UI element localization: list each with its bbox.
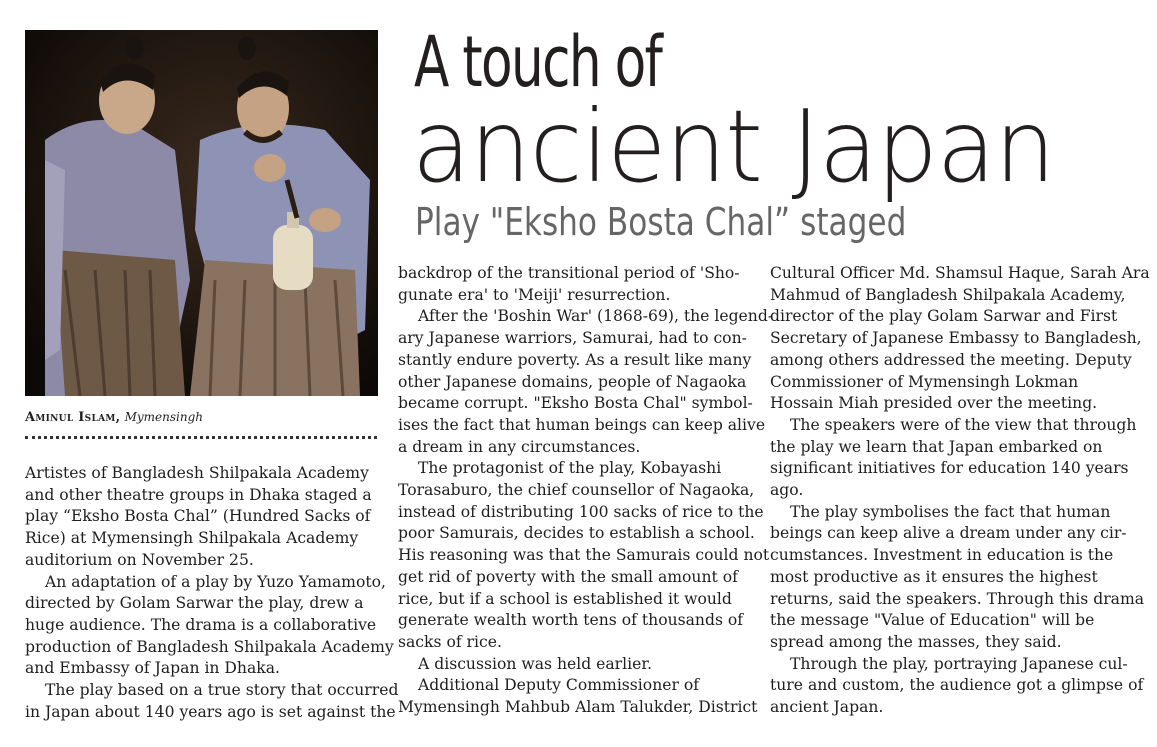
- text-line: play “Eksho Bosta Chal” (Hundred Sacks of: [25, 507, 371, 526]
- text-line: sacks of rice.: [398, 632, 502, 651]
- text-line: get rid of poverty with the small amount of: [398, 567, 738, 586]
- text-line: other Japanese domains, people of Nagaoka: [398, 372, 747, 391]
- text-line: huge audience. The drama is a collaborative: [25, 615, 377, 634]
- text-line: poor Samurais, decides to establish a school.: [398, 524, 755, 543]
- text-line: auditorium on November 25.: [25, 550, 254, 569]
- text-line: ises the fact that human beings can keep alive: [398, 415, 766, 434]
- text-line: and Embassy of Japan in Dhaka.: [25, 659, 280, 678]
- text-line: significant initiatives for education 140 years: [770, 459, 1129, 478]
- text-line: The protagonist of the play, Kobayashi: [418, 459, 722, 478]
- text-line: gunate era' to 'Meiji' resurrection.: [398, 285, 671, 304]
- article-photo: [25, 30, 378, 396]
- text-line: director of the play Golam Sarwar and First: [770, 307, 1118, 326]
- text-line: and other theatre groups in Dhaka staged a: [25, 485, 372, 504]
- text-line: rice, but if a school is established it would: [398, 589, 732, 608]
- text-line: beings can keep alive a dream under any cir-: [770, 524, 1127, 543]
- byline-location: Mymensingh: [124, 410, 204, 424]
- text-line: Commissioner of Mymensingh Lokman: [770, 372, 1079, 391]
- text-line: Through the play, portraying Japanese cul-: [790, 654, 1128, 673]
- text-line: Additional Deputy Commissioner of: [418, 676, 700, 695]
- text-line: among others addressed the meeting. Deputy: [770, 350, 1132, 369]
- text-line: most productive as it ensures the highest: [770, 567, 1098, 586]
- text-line: A discussion was held earlier.: [418, 654, 653, 673]
- text-line: An adaptation of a play by Yuzo Yamamoto,: [45, 572, 386, 591]
- text-line: The speakers were of the view that through: [790, 415, 1137, 434]
- article-column-3: [770, 263, 1150, 719]
- text-line: Cultural Officer Md. Shamsul Haque, Sarah Ara: [770, 264, 1150, 282]
- text-line: directed by Golam Sarwar the play, drew a: [25, 594, 364, 613]
- headline-line-1: A touch of: [414, 21, 662, 103]
- text-line: Hossain Miah presided over the meeting.: [770, 394, 1098, 413]
- article-column-2: [398, 263, 774, 719]
- text-line: Secretary of Japanese Embassy to Bangladesh,: [770, 329, 1142, 348]
- text-line: cumstances. Investment in education is the: [770, 546, 1114, 565]
- text-line: generate wealth worth tens of thousands of: [398, 611, 744, 630]
- text-line: backdrop of the transitional period of 'Sho-: [398, 264, 740, 282]
- article-column-1: [25, 463, 399, 723]
- text-line: a dream in any circumstances.: [398, 437, 641, 456]
- theatre-actors-photo: [25, 30, 378, 396]
- text-line: ture and custom, the audience got a glimpse of: [770, 676, 1144, 695]
- text-line: production of Bangladesh Shilpakala Academy: [25, 637, 394, 656]
- text-line: the message "Value of Education" will be: [770, 611, 1095, 630]
- text-line: Mymensingh Mahbub Alam Talukder, District: [398, 698, 758, 717]
- text-line: in Japan about 140 years ago is set against the: [25, 702, 396, 721]
- text-line: became corrupt. "Eksho Bosta Chal" symbol-: [398, 394, 753, 413]
- text-line: instead of distributing 100 sacks of rice to the: [398, 502, 764, 521]
- text-line: His reasoning was that the Samurais could not: [398, 546, 770, 565]
- text-line: After the 'Boshin War' (1868-69), the legend-: [418, 307, 774, 326]
- headline-line-2: ancient Japan: [412, 88, 1055, 205]
- text-line: Torasaburo, the chief counsellor of Nagaoka,: [398, 481, 755, 500]
- subheadline: Play "Eksho Bosta Chal” staged: [415, 200, 907, 244]
- byline-name: Aminul Islam,: [25, 410, 121, 425]
- text-line: ary Japanese warriors, Samurai, had to con-: [398, 329, 747, 348]
- photo-byline: [25, 410, 203, 425]
- text-line: Mahmud of Bangladesh Shilpakala Academy,: [770, 285, 1126, 304]
- text-line: stantly endure poverty. As a result like many: [398, 350, 752, 369]
- text-line: ancient Japan.: [770, 698, 884, 717]
- text-line: The play symbolises the fact that human: [790, 502, 1111, 521]
- text-line: Artistes of Bangladesh Shilpakala Academy: [25, 464, 369, 482]
- text-line: spread among the masses, they said.: [770, 632, 1062, 651]
- text-line: the play we learn that Japan embarked on: [770, 437, 1103, 456]
- text-line: Rice) at Mymensingh Shilpakala Academy: [25, 529, 359, 548]
- text-line: returns, said the speakers. Through this drama: [770, 589, 1145, 608]
- text-line: ago.: [770, 481, 804, 500]
- dotted-divider: [25, 436, 377, 439]
- text-line: The play based on a true story that occurred: [45, 681, 399, 700]
